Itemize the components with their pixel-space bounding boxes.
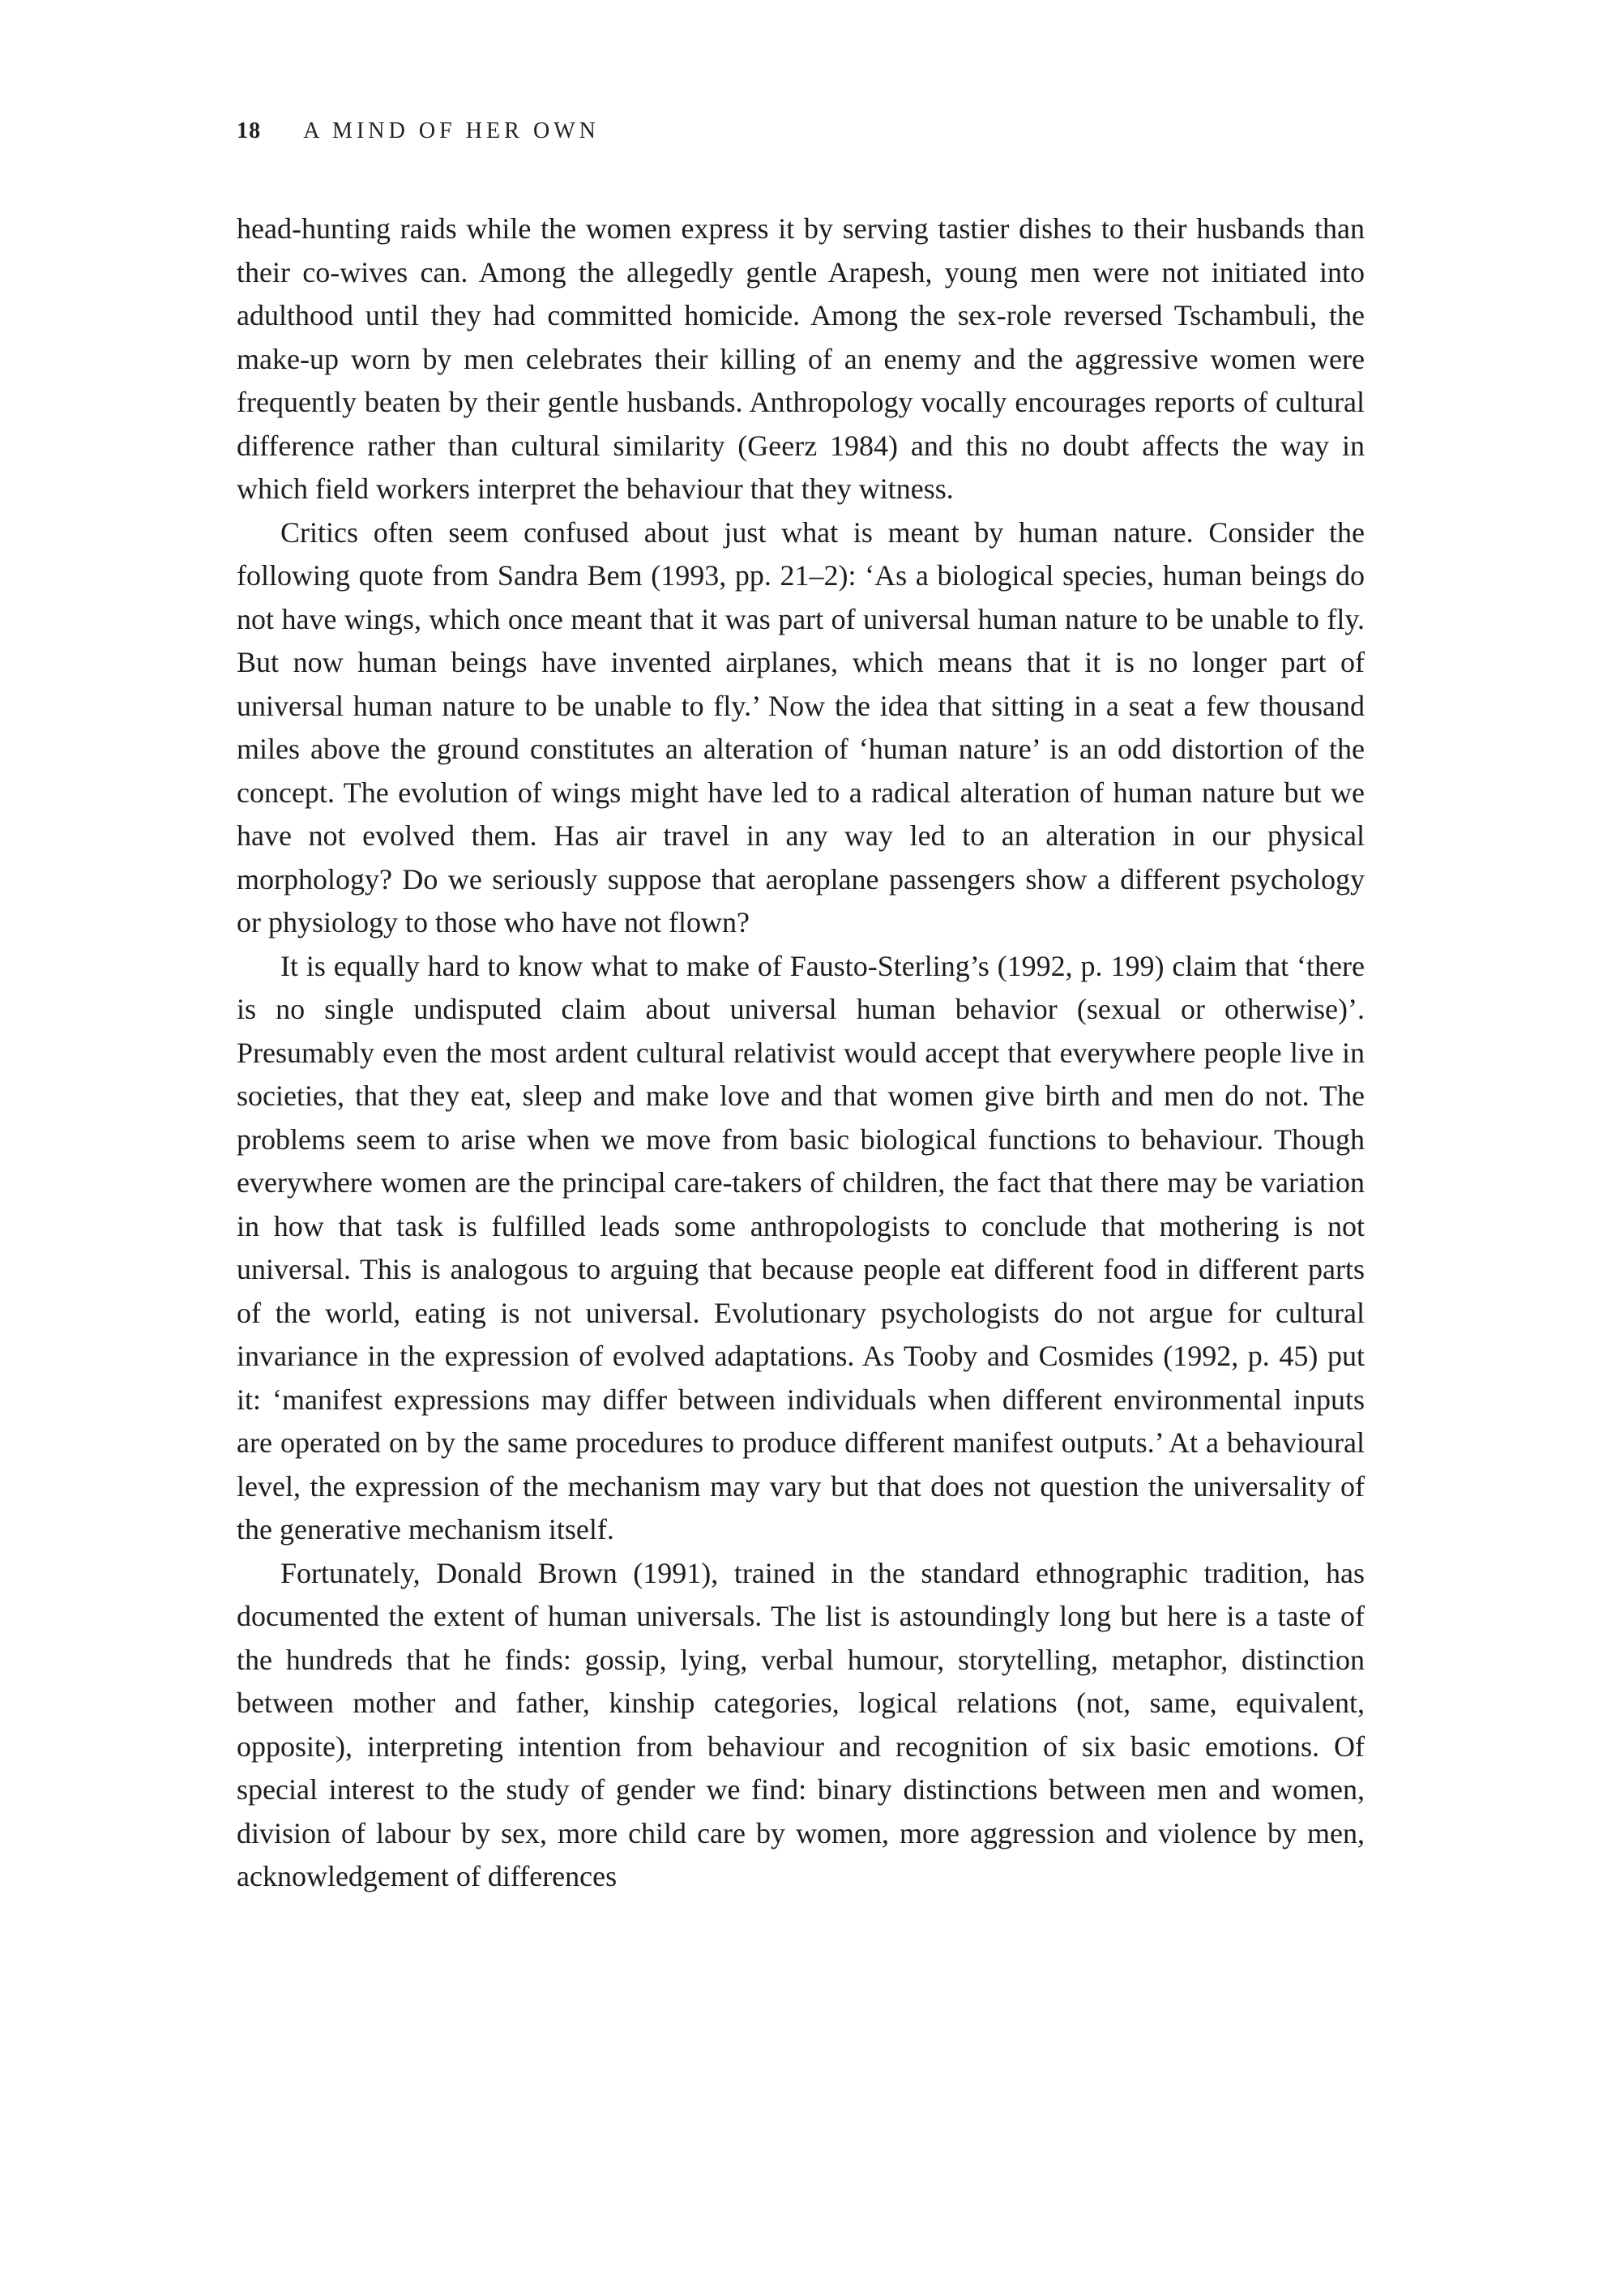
paragraph: It is equally hard to know what to make of Fausto-Sterling’s (1992, p. 199) claim that ‘there is no single undisputed claim about universal human behavior (sexual or otherwise)’. Presumably even the most ardent cultural relativist would accept that everywhere people live in societies, that they eat, sleep and make love and that women give birth and men do not. The problems seem to arise when we move from basic biological functions to behaviour. Though everywhere women are the principal care-takers of children, the fact that there may be variation in how that task is fulfilled leads some anthropologists to conclude that mothering is not universal. This is analogous to arguing that because people eat different food in different parts of the world, eating is not universal. Evolutionary psychologists do not argue for cultural invariance in the expression of evolved adaptations. As Tooby and Cosmides (1992, p. 45) put it: ‘manifest expressions may differ between individuals when different environmental inputs are operated on by the same procedures to produce different manifest outputs.’ At a behavioural level, the expression of the mechanism may vary but that does not question the universality of the generative mechanism itself.	[237, 949, 1365, 1546]
page-body	[237, 207, 1365, 1899]
running-head-title: A MIND OF HER OWN	[303, 118, 600, 143]
page-header	[237, 118, 600, 144]
paragraph-continuation: head-hunting raids while the women express it by serving tastier dishes to their husbands than their co-wives can. Among the allegedly gentle Arapesh, young men were not initiated into adulthood until they had committed homicide. Among the sex-role reversed Tschambuli, the make-up worn by men celebrates their killing of an enemy and the aggressive women were frequently beaten by their gentle husbands. Anthropology vocally encourages reports of cultural difference rather than cultural similarity (Geerz 1984) and this no doubt affects the way in which field workers interpret the behaviour that they witness.	[237, 212, 1365, 505]
page-number: 18	[237, 118, 262, 143]
paragraph: Critics often seem confused about just what is meant by human nature. Consider the following quote from Sandra Bem (1993, pp. 21–2): ‘As a biological species, human beings do not have wings, which once meant that it was part of universal human nature to be unable to fly. But now human beings have invented airplanes, which means that it is no longer part of universal human nature to be unable to fly.’ Now the idea that sitting in a seat a few thousand miles above the ground constitutes an alteration of ‘human nature’ is an odd distortion of the concept. The evolution of wings might have led to a radical alteration of human nature but we have not evolved them. Has air travel in any way led to an alteration in our physical morphology? Do we seriously suppose that aeroplane passengers show a different psychology or physiology to those who have not flown?	[237, 515, 1365, 938]
paragraph: Fortunately, Donald Brown (1991), trained in the standard ethnographic tradition, has documented the extent of human universals. The list is astoundingly long but here is a taste of the hundreds that he finds: gossip, lying, verbal humour, storytelling, metaphor, distinction between mother and father, kinship categories, logical relations (not, same, equivalent, opposite), interpreting intention from behaviour and recognition of six basic emotions. Of special interest to the study of gender we find: binary distinctions between men and women, division of labour by sex, more child care by women, more aggression and violence by men, acknowledgement of differences	[237, 1556, 1365, 1892]
